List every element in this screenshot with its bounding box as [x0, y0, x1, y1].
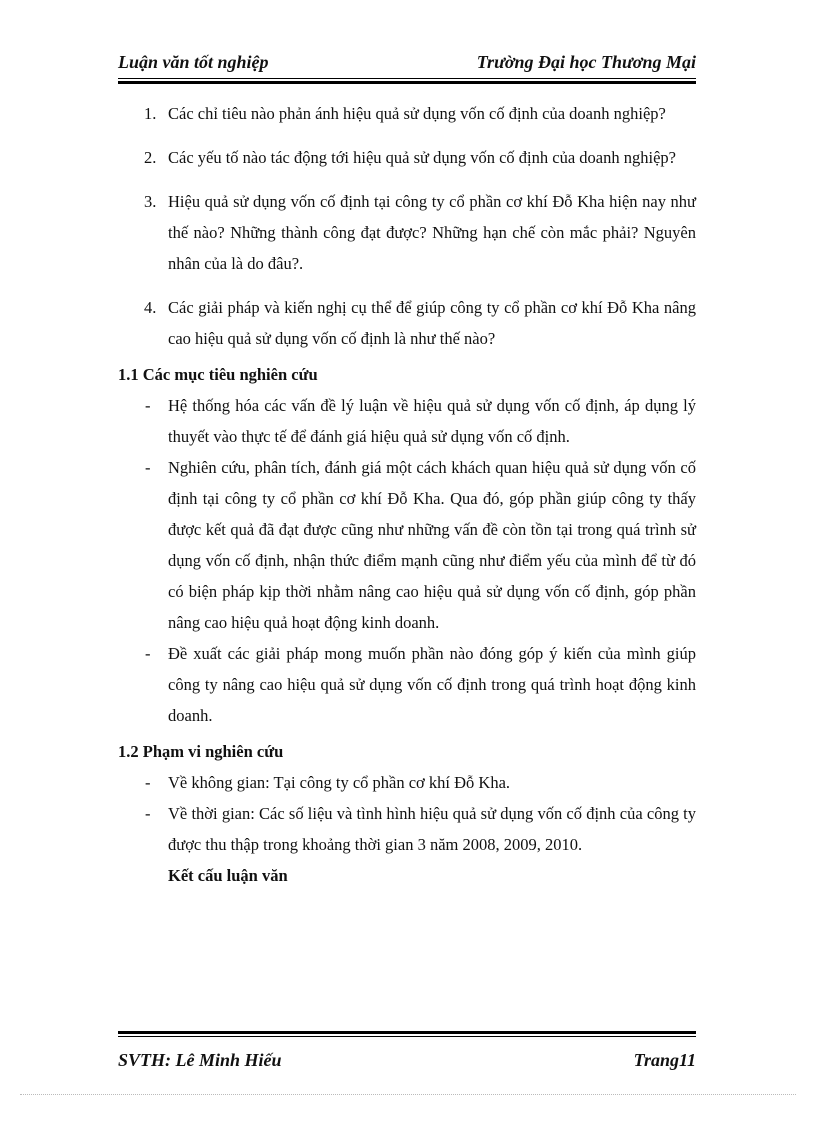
list-number: 2. — [144, 148, 157, 167]
list-text: Các giải pháp và kiến nghị cụ thể để giúp công ty cổ phần cơ khí Đỗ Kha nâng cao hiệu quả sử dụng vốn cố định là như thế nào? — [168, 298, 696, 348]
section-heading-scope: 1.2 Phạm vi nghiên cứu — [118, 742, 284, 761]
header-rule-thick — [118, 81, 696, 84]
list-text: Các yếu tố nào tác động tới hiệu quả sử dụng vốn cố định của doanh nghiệp? — [168, 148, 676, 167]
list-item — [118, 186, 696, 279]
header-rule-thin — [118, 78, 696, 79]
list-item — [118, 798, 696, 860]
list-text: Hiệu quả sử dụng vốn cố định tại công ty cổ phần cơ khí Đỗ Kha hiện nay như thế nào? Những thành công đạt được? Những hạn chế còn mắc phải? Nguyên nhân của là do đâu?. — [168, 192, 696, 273]
header-university: Trường Đại học Thương Mại — [476, 52, 696, 72]
list-number: 3. — [144, 192, 157, 211]
page-footer — [118, 1050, 696, 1074]
list-number: 1. — [144, 104, 157, 123]
list-text: Đề xuất các giải pháp mong muốn phần nào đóng góp ý kiến của mình giúp công ty nâng cao hiệu quả sử dụng vốn cố định trong quá trình hoạt động kinh doanh. — [168, 644, 696, 725]
list-item — [118, 452, 696, 638]
page-body — [118, 98, 696, 891]
list-item — [118, 390, 696, 452]
footer-rule-thin — [118, 1036, 696, 1037]
list-text: Các chỉ tiêu nào phản ánh hiệu quả sử dụng vốn cố định của doanh nghiệp? — [168, 104, 666, 123]
dash-bullet: - — [145, 644, 151, 663]
page-header — [118, 52, 696, 76]
dash-bullet: - — [145, 458, 151, 477]
list-text: Nghiên cứu, phân tích, đánh giá một cách khách quan hiệu quả sử dụng vốn cố định tại công ty cổ phần cơ khí Đỗ Kha. Qua đó, góp phần giúp công ty thấy được kết quả đã đạt được cũng như những vấn đề còn tồn tại trong quá trình sử dụng vốn cố định, nhận thức điểm mạnh cũng như điểm yếu của mình để từ đó có biện pháp kịp thời nhằm nâng cao hiệu quả sử dụng vốn cố định, góp phần nâng cao hiệu quả hoạt động kinh doanh. — [168, 458, 696, 632]
list-text: Về thời gian: Các số liệu và tình hình hiệu quả sử dụng vốn cố định của công ty được thu thập trong khoảng thời gian 3 năm 2008, 2009, 2010. — [168, 804, 696, 854]
dash-bullet: - — [145, 396, 151, 415]
section-heading-objectives: 1.1 Các mục tiêu nghiên cứu — [118, 365, 318, 384]
header-thesis-title: Luận văn tốt nghiệp — [118, 52, 269, 72]
footer-student: SVTH: Lê Minh Hiếu — [118, 1050, 282, 1070]
footer-rule-thick — [118, 1031, 696, 1034]
list-item — [118, 142, 696, 173]
list-item — [118, 638, 696, 731]
dash-bullet: - — [145, 804, 151, 823]
list-number: 4. — [144, 298, 157, 317]
dash-bullet: - — [145, 773, 151, 792]
list-item — [118, 767, 696, 798]
subheading-thesis-structure: Kết cấu luận văn — [168, 866, 288, 885]
list-item — [118, 98, 696, 129]
page-edge-divider — [20, 1094, 796, 1095]
list-text: Về không gian: Tại công ty cổ phần cơ khí Đỗ Kha. — [168, 773, 511, 792]
footer-page-number: Trang11 — [633, 1050, 696, 1070]
list-item — [118, 292, 696, 354]
list-text: Hệ thống hóa các vấn đề lý luận về hiệu quả sử dụng vốn cố định, áp dụng lý thuyết vào thực tế để đánh giá hiệu quả sử dụng vốn cố định. — [168, 396, 696, 446]
